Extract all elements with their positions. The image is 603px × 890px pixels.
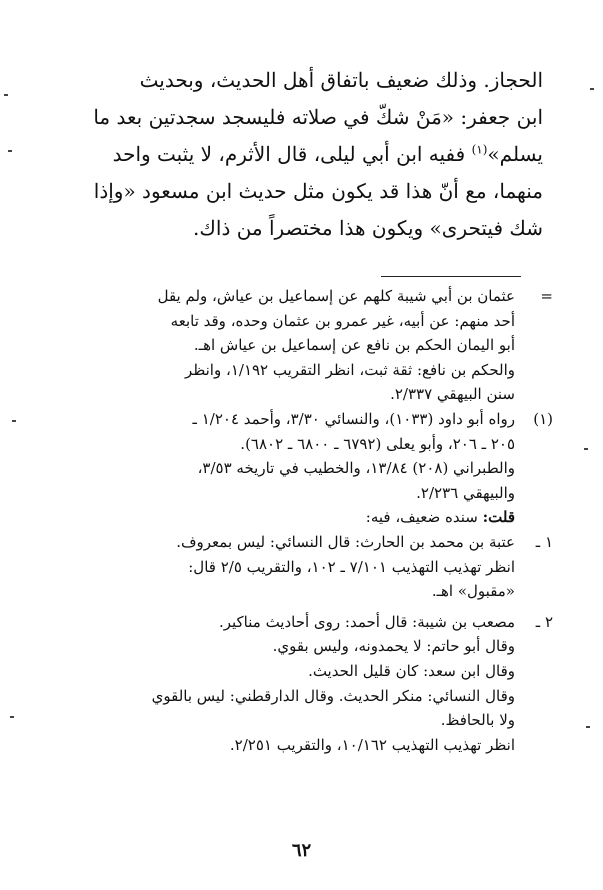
narrator-item-2	[60, 610, 553, 758]
footnote-line: وقال أبو حاتم: لا يحمدونه، وليس بقوي.	[272, 637, 515, 656]
item-2-marker: ٢ ـ	[535, 612, 553, 631]
main-line-1: الحجاز. وذلك ضعيف باتفاق أهل الحديث، وبحديث	[139, 68, 543, 92]
footnote-separator	[381, 276, 521, 277]
footnote-line: ولا بالحافظ.	[440, 711, 515, 730]
footnote-1	[60, 407, 553, 530]
footnote-line: أحد منهم: عن أبيه، غير عمرو بن عثمان وحده، وقد تابعه	[170, 311, 515, 330]
item-1-marker: ١ ـ	[535, 532, 553, 551]
footnotes	[60, 284, 553, 757]
footnote-line: رواه أبو داود (١٠٣٣)، والنسائي ٣/٣٠، وأحمد ١/٢٠٤ ـ	[192, 409, 515, 428]
footnote-line: وقال النسائي: منكر الحديث. وقال الدارقطني: ليس بالقوي	[151, 686, 515, 705]
main-text	[60, 62, 543, 247]
footnote-line: عثمان بن أبي شيبة كلهم عن إسماعيل بن عياش، ولم يقل	[157, 287, 515, 305]
main-line-4: منهما، مع أنّ هذا قد يكون مثل حديث ابن مسعود «وإذا	[93, 179, 543, 203]
qultu-label: قلت:	[482, 508, 515, 527]
main-line-5: شك فيتحرى» ويكون هذا مختصراً من ذاك.	[193, 216, 543, 240]
main-line-3-rest: ففيه ابن أبي ليلى، قال الأثرم، لا يثبت واحد	[112, 142, 466, 166]
footnote-line: «مقبول» اهـ.	[431, 582, 515, 601]
footnote-line: ٢٠٥ ـ ٢٠٦، وأبو يعلى (٦٧٩٢ ـ ٦٨٠٠ ـ ٦٨٠٢).	[240, 434, 515, 453]
scan-speck	[586, 726, 590, 728]
footnote-line: وقال ابن سعد: كان قليل الحديث.	[308, 661, 515, 680]
page-number: ٦٢	[291, 840, 312, 861]
scan-speck	[8, 150, 12, 152]
narrator-item-1	[60, 530, 553, 604]
footnote-line: والطبراني (٢٠٨) ١٣/٨٤، والخطيب في تاريخه ٣/٥٣،	[197, 459, 515, 478]
continuation-marker: =	[540, 287, 553, 305]
qultu-text: سنده ضعيف، فيه:	[365, 508, 478, 527]
main-line-2: ابن جعفر: «مَنْ شكّ في صلاته فليسجد سجدتين بعد ما	[93, 105, 543, 129]
footnote-line: والبيهقي ٢/٢٣٦.	[416, 483, 515, 502]
footnote-line: أبو اليمان الحكم بن نافع عن إسماعيل بن عياش اهـ.	[193, 336, 515, 355]
main-line-3	[60, 136, 543, 173]
scan-speck	[4, 94, 8, 96]
scan-speck	[10, 716, 14, 718]
footnote-line: عتبة بن محمد بن الحارث: قال النسائي: ليس بمعروف.	[176, 532, 515, 551]
footnote-line: انظر تهذيب التهذيب ١٠/١٦٢، والتقريب ٢/٢٥١.	[229, 735, 515, 754]
footnote-continuation	[60, 284, 553, 407]
footnote-reference[interactable]: (١)	[471, 142, 488, 157]
main-line-3-start: يسلم»	[487, 142, 543, 166]
scan-speck	[590, 88, 594, 90]
qultu-line	[60, 505, 515, 530]
footnote-line: انظر تهذيب التهذيب ٧/١٠١ ـ ١٠٢، والتقريب ٢/٥ قال:	[188, 557, 515, 576]
footnote-line: مصعب بن شيبة: قال أحمد: روى أحاديث مناكير.	[218, 612, 515, 631]
footnote-line: سنن البيهقي ٢/٣٣٧.	[390, 385, 515, 404]
footnote-line: والحكم بن نافع: ثقة ثبت، انظر التقريب ١/١٩٢، وانظر	[185, 360, 515, 379]
footnote-1-marker: (١)	[533, 409, 553, 428]
scan-speck	[12, 420, 16, 422]
scan-speck	[584, 448, 588, 450]
